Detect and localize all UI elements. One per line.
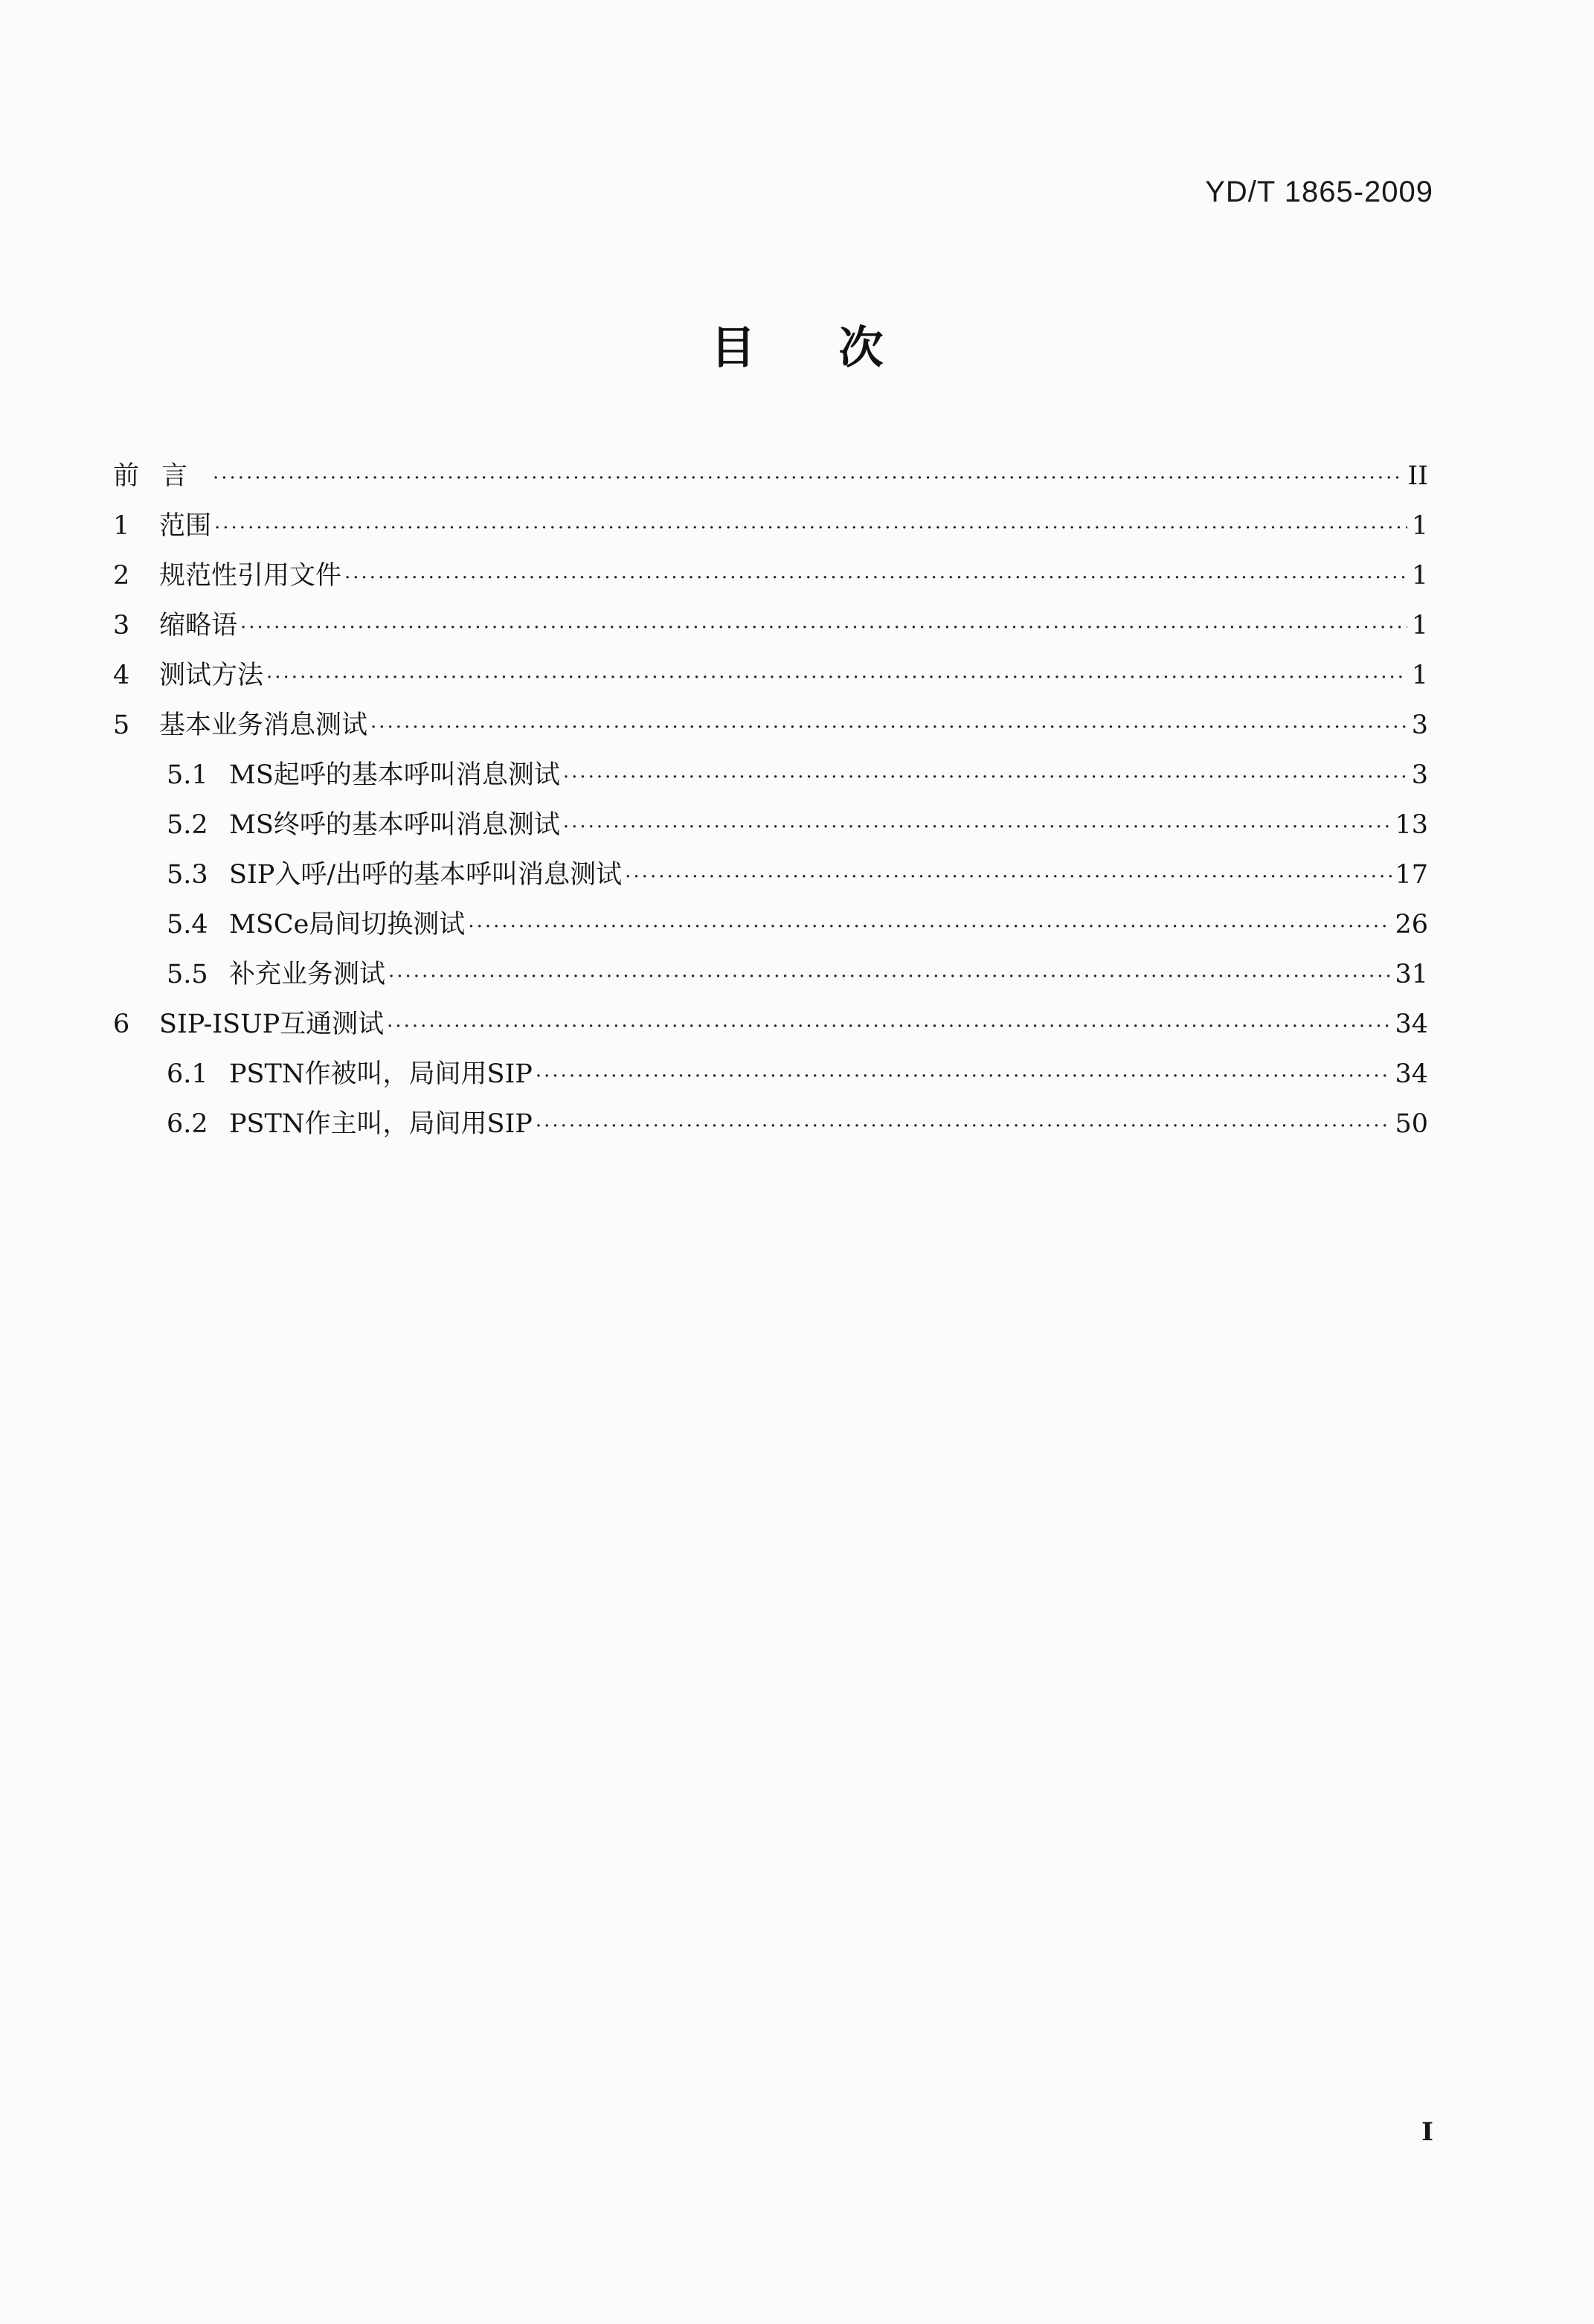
toc-entry-3[interactable]	[113, 605, 1428, 655]
toc-entry-number: 6.1	[167, 1059, 208, 1089]
page-folio: I	[1421, 2117, 1433, 2147]
toc-entry-label: PSTN作主叫，局间用SIP	[229, 1109, 533, 1139]
toc-entry-label: SIP-ISUP互通测试	[159, 1009, 385, 1039]
toc-entry-page: 13	[1395, 810, 1428, 840]
toc-entry-number: 5.4	[167, 910, 208, 940]
dot-leader	[387, 1015, 1392, 1038]
dot-leader	[563, 766, 1407, 789]
toc-entry-page: 1	[1411, 511, 1428, 541]
toc-entry-number: 1	[113, 511, 130, 541]
dot-leader	[536, 1115, 1392, 1137]
document-code: YD/T 1865-2009	[1205, 176, 1433, 208]
toc-entry-label: 基本业务消息测试	[159, 710, 368, 740]
toc-entry-6-1[interactable]	[113, 1053, 1428, 1103]
toc-entry-5[interactable]	[113, 704, 1428, 754]
dot-leader	[240, 617, 1407, 639]
page-title: 目次	[710, 322, 967, 374]
toc-entry-page: 1	[1411, 611, 1428, 641]
table-of-contents	[113, 455, 1428, 1153]
toc-entry-number: 6	[113, 1009, 130, 1039]
toc-entry-5-4[interactable]	[113, 904, 1428, 954]
toc-entry-4[interactable]	[113, 655, 1428, 704]
toc-entry-label: SIP入呼/出呼的基本呼叫消息测试	[229, 860, 623, 890]
dot-leader	[536, 1065, 1392, 1088]
toc-entry-foreword[interactable]	[113, 455, 1428, 505]
dot-leader	[213, 467, 1404, 489]
toc-entry-page: II	[1407, 461, 1428, 491]
toc-entry-page: 50	[1395, 1109, 1428, 1139]
toc-entry-6-2[interactable]	[113, 1103, 1428, 1153]
toc-entry-label: 补充业务测试	[229, 960, 386, 989]
dot-leader	[370, 716, 1407, 739]
toc-entry-1[interactable]	[113, 505, 1428, 555]
toc-entry-number: 5	[113, 710, 130, 740]
toc-entry-label: 范围	[159, 511, 212, 541]
toc-entry-number: 5.1	[167, 760, 208, 790]
dot-leader	[214, 517, 1407, 539]
toc-entry-label: PSTN作被叫，局间用SIP	[229, 1059, 533, 1089]
toc-entry-number: 5.2	[167, 810, 208, 840]
toc-entry-page: 17	[1395, 860, 1428, 890]
toc-entry-number: 6.2	[167, 1109, 208, 1139]
toc-entry-page: 31	[1395, 960, 1428, 989]
toc-entry-number: 2	[113, 561, 130, 591]
toc-entry-page: 3	[1411, 710, 1428, 740]
dot-leader	[344, 567, 1407, 589]
toc-entry-label: MS终呼的基本呼叫消息测试	[229, 810, 560, 840]
toc-entry-label: 缩略语	[159, 611, 238, 641]
toc-entry-page: 3	[1411, 760, 1428, 790]
toc-entry-5-1[interactable]	[113, 754, 1428, 804]
toc-entry-label: 规范性引用文件	[159, 561, 342, 591]
toc-entry-number: 5.5	[167, 960, 208, 989]
toc-entry-number: 4	[113, 661, 130, 690]
toc-entry-page: 1	[1411, 561, 1428, 591]
toc-entry-5-5[interactable]	[113, 954, 1428, 1004]
dot-leader	[625, 866, 1392, 888]
toc-entry-number: 3	[113, 611, 130, 641]
toc-entry-6[interactable]	[113, 1004, 1428, 1053]
toc-entry-page: 1	[1411, 661, 1428, 690]
toc-entry-label: 前言	[113, 461, 211, 491]
dot-leader	[266, 667, 1407, 689]
toc-entry-5-3[interactable]	[113, 854, 1428, 904]
toc-entry-label: MSCe局间切换测试	[229, 910, 466, 940]
toc-entry-label: 测试方法	[159, 661, 264, 690]
dot-leader	[468, 916, 1392, 938]
toc-entry-page: 34	[1395, 1009, 1428, 1039]
toc-entry-number: 5.3	[167, 860, 208, 890]
toc-entry-label: MS起呼的基本呼叫消息测试	[229, 760, 560, 790]
toc-entry-2[interactable]	[113, 555, 1428, 605]
dot-leader	[563, 816, 1392, 838]
toc-entry-page: 26	[1395, 910, 1428, 940]
toc-entry-page: 34	[1395, 1059, 1428, 1089]
toc-entry-5-2[interactable]	[113, 804, 1428, 854]
dot-leader	[388, 966, 1392, 988]
